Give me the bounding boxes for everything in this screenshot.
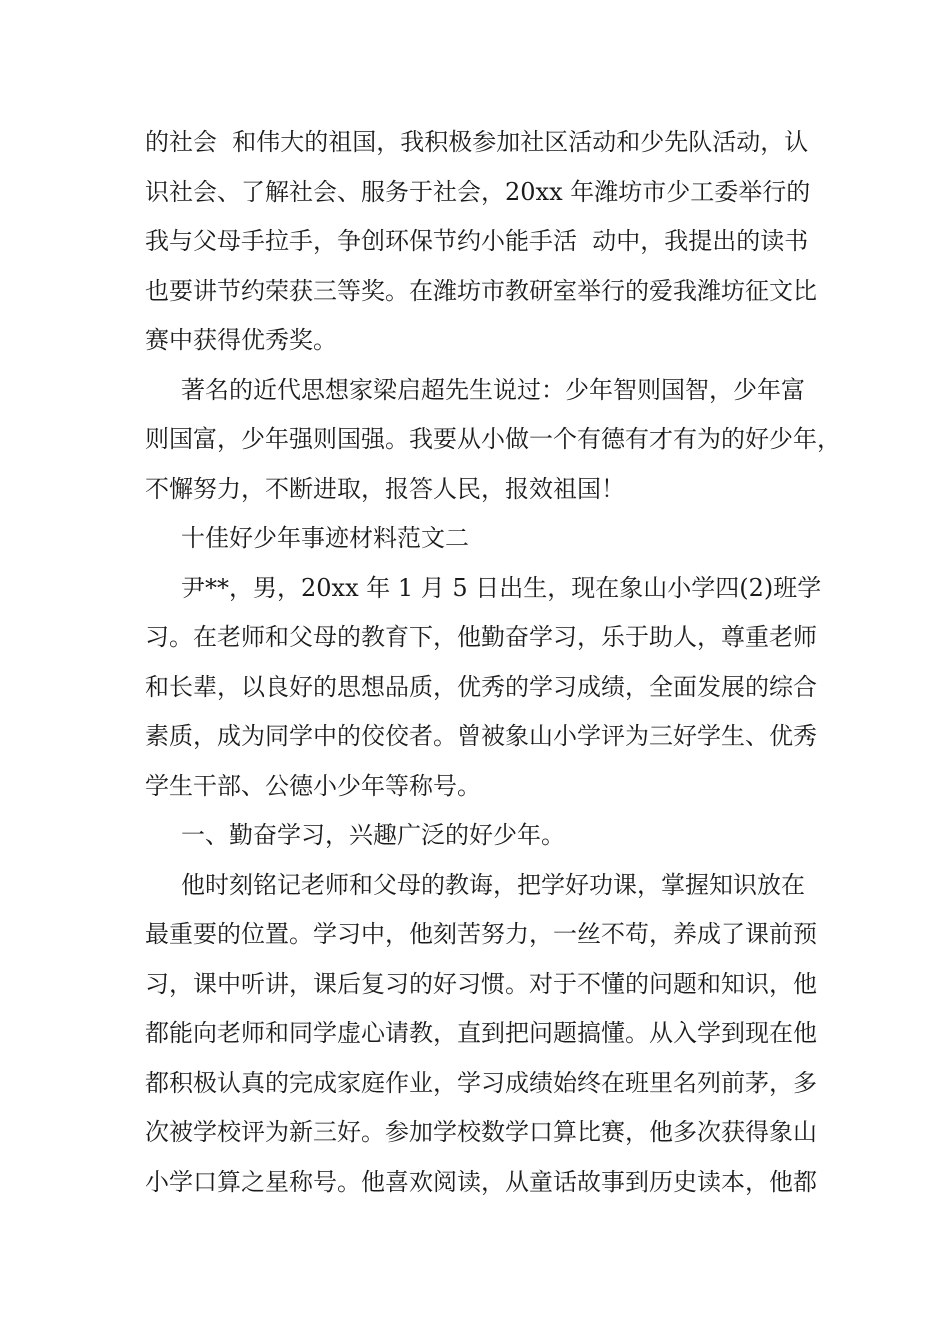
text-line: 素质，成为同学中的佼佼者。曾被象山小学评为三好学生、优秀	[145, 722, 817, 750]
paragraph-start-line: 他时刻铭记老师和父母的教诲，把学好功课，掌握知识放在	[181, 870, 805, 899]
text-line: 都积极认真的完成家庭作业，学习成绩始终在班里名列前茅，多	[145, 1068, 817, 1097]
text-line: 则国富，少年强则国强。我要从小做一个有德有才有为的好少年，	[145, 425, 841, 453]
text-line: 赛中获得优秀奖。	[145, 326, 337, 354]
text-line: 最重要的位置。学习中，他刻苦努力，一丝不苟，养成了课前预	[145, 920, 817, 948]
text-line: 不懈努力，不断进取，报答人民，报效祖国！	[145, 474, 625, 503]
text-line: 的社会 和伟大的祖国，我积极参加社区活动和少先队活动，认	[145, 128, 809, 156]
text-line: 和长辈，以良好的思想品质，优秀的学习成绩，全面发展的综合	[145, 672, 817, 701]
text-line: 我与父母手拉手，争创环保节约小能手活 动中，我提出的读书	[145, 227, 809, 255]
text-line: 习，课中听讲，课后复习的好习惯。对于不懂的问题和知识，他	[145, 969, 817, 998]
text-line: 习。在老师和父母的教育下，他勤奋学习，乐于助人，尊重老师	[145, 623, 817, 651]
paragraph-start-line: 尹**，男，20xx 年 1 月 5 日出生，现在象山小学四(2)班学	[181, 573, 822, 602]
document-body	[145, 118, 841, 1207]
text-line: 都能向老师和同学虚心请教，直到把问题搞懂。从入学到现在他	[145, 1019, 817, 1047]
text-line: 学生干部、公德小少年等称号。	[145, 771, 481, 800]
subsection-heading: 一、勤奋学习，兴趣广泛的好少年。	[181, 821, 565, 849]
section-heading: 十佳好少年事迹材料范文二	[181, 524, 469, 552]
text-line: 也要讲节约荣获三等奖。在潍坊市教研室举行的爱我潍坊征文比	[145, 276, 817, 305]
text-line: 识社会、了解社会、服务于社会，20xx 年潍坊市少工委举行的	[145, 177, 811, 206]
text-line: 次被学校评为新三好。参加学校数学口算比赛，他多次获得象山	[145, 1118, 817, 1146]
text-line: 小学口算之星称号。他喜欢阅读，从童话故事到历史读本，他都	[145, 1167, 817, 1196]
paragraph-start-line: 著名的近代思想家梁启超先生说过：少年智则国智，少年富	[181, 375, 805, 404]
